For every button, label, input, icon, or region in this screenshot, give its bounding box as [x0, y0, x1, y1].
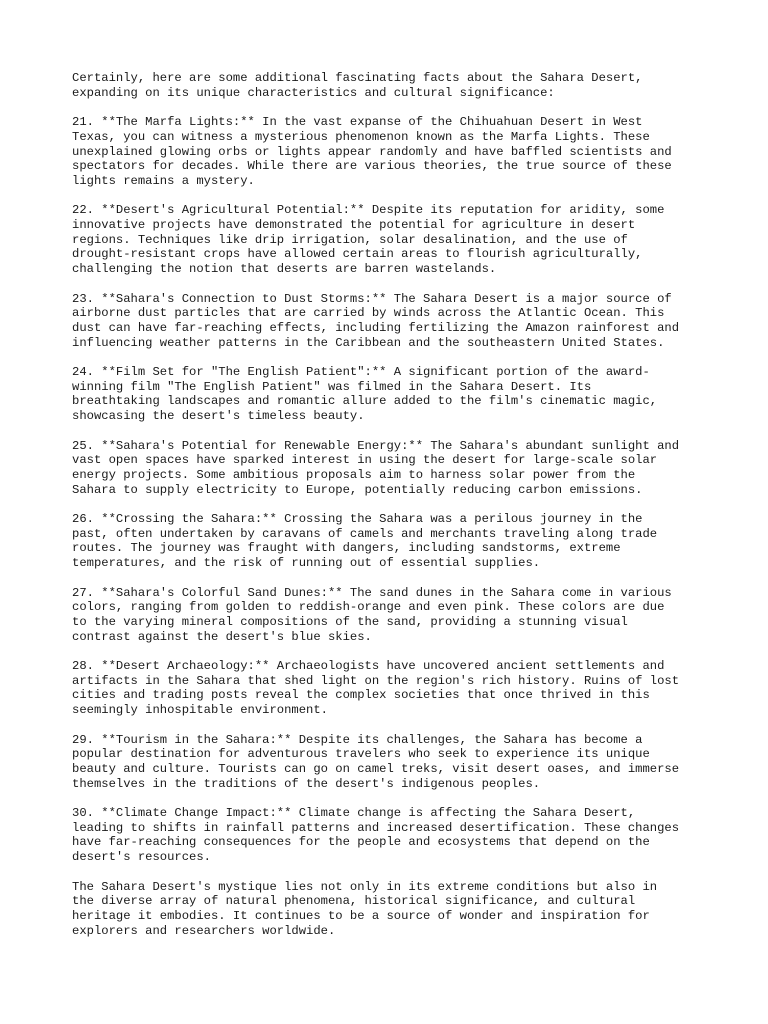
intro-paragraph: Certainly, here are some additional fascinating facts about the Sahara Desert, expanding on its unique characteristics and cultural significance:: [72, 71, 643, 100]
document-page: [72, 71, 702, 953]
fact-item-24: 24. **Film Set for "The English Patient":** A significant portion of the award- winning film "The English Patient" was filmed in the Sahara Desert. Its breathtaking landscapes and romantic allure added to the film's cinematic magic, showcasing the desert's timeless beauty.: [72, 365, 658, 424]
fact-item-22: 22. **Desert's Agricultural Potential:** Despite its reputation for aridity, some innovative projects have demonstrated the potential for agriculture in desert regions. Techniques like drip irrigation, solar desalination, and the use of drought-resistant crops have allowed certain areas to flourish agriculturally, challenging the notion that deserts are barren wastelands.: [72, 203, 665, 277]
conclusion-paragraph: The Sahara Desert's mystique lies not only in its extreme conditions but also in the diverse array of natural phenomena, historical significance, and cultural heritage it embodies. It continues to be a source of wonder and inspiration for explorers and researchers worldwide.: [72, 879, 658, 938]
fact-item-30: 30. **Climate Change Impact:** Climate change is affecting the Sahara Desert, leading to shifts in rainfall patterns and increased desertification. These changes have far-reaching consequences for the people and ecosystems that depend on the desert's resources.: [72, 806, 680, 865]
fact-item-21: 21. **The Marfa Lights:** In the vast expanse of the Chihuahuan Desert in West Texas, you can witness a mysterious phenomenon known as the Marfa Lights. These unexplained glowing orbs or lights appear randomly and have baffled scientists and spectators for decades. While there are various theories, the true source of these lights remains a mystery.: [72, 115, 672, 188]
fact-item-27: 27. **Sahara's Colorful Sand Dunes:** The sand dunes in the Sahara come in various colors, ranging from golden to reddish-orange and even pink. These colors are due to the varying mineral compositions of the sand, providing a stunning visual contrast against the desert's blue skies.: [72, 585, 672, 644]
fact-item-25: 25. **Sahara's Potential for Renewable Energy:** The Sahara's abundant sunlight and vast open spaces have sparked interest in using the desert for large-scale solar energy projects. Some ambitious proposals aim to harness solar power from the Sahara to supply electricity to Europe, potentially reducing carbon emissions.: [72, 438, 680, 497]
fact-item-29: 29. **Tourism in the Sahara:** Despite its challenges, the Sahara has become a popular destination for adventurous travelers who seek to experience its unique beauty and culture. Tourists can go on camel treks, visit desert oases, and immerse themselves in the traditions of the desert's indigenous peoples.: [72, 732, 680, 791]
fact-item-26: 26. **Crossing the Sahara:** Crossing the Sahara was a perilous journey in the past, often undertaken by caravans of camels and merchants traveling along trade routes. The journey was fraught with dangers, including sandstorms, extreme temperatures, and the risk of running out of essential supplies.: [72, 512, 658, 571]
fact-item-23: 23. **Sahara's Connection to Dust Storms:** The Sahara Desert is a major source of airborne dust particles that are carried by winds across the Atlantic Ocean. This dust can have far-reaching effects, including fertilizing the Amazon rainforest and influencing weather patterns in the Caribbean and the southeastern United States.: [72, 291, 680, 350]
fact-item-28: 28. **Desert Archaeology:** Archaeologists have uncovered ancient settlements and artifacts in the Sahara that shed light on the region's rich history. Ruins of lost cities and trading posts reveal the complex societies that once thrived in this seemingly inhospitable environment.: [72, 659, 680, 718]
